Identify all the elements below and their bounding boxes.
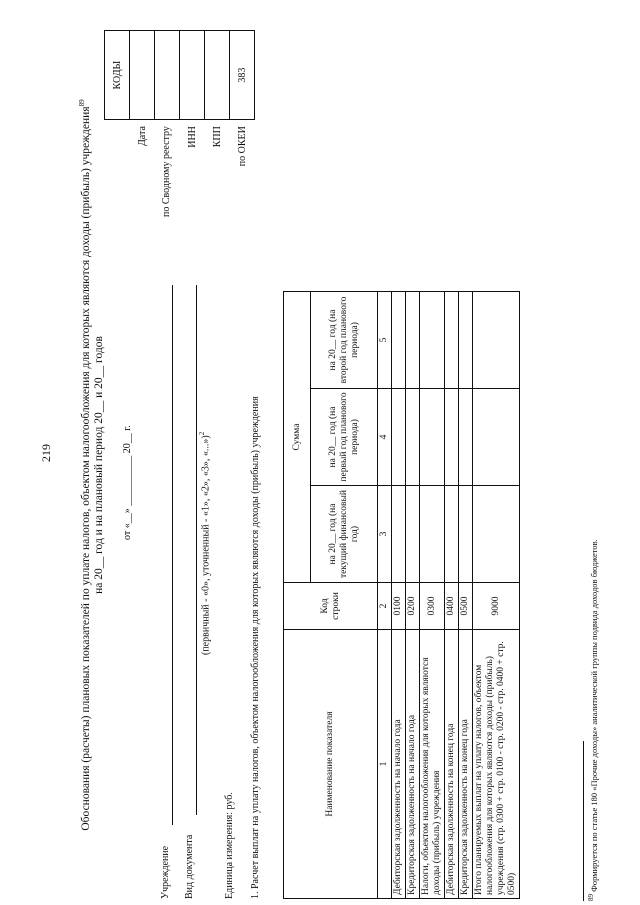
doc-type-label: Вид документа [184, 834, 195, 899]
row-name: Кредиторская задолженность на начало года [406, 630, 420, 899]
document-title [76, 25, 106, 905]
row-name: Дебиторская задолженность на конец года [445, 630, 459, 899]
code-label-registry: по Сводному реестру [161, 126, 172, 217]
cell-year1[interactable] [445, 486, 459, 583]
row-name: Дебиторская задолженность на начало года [392, 630, 406, 899]
row-code: 0500 [459, 583, 473, 630]
row-code: 9000 [473, 583, 520, 630]
cell-year3[interactable] [392, 292, 406, 389]
table-row [445, 292, 459, 899]
cell-year2[interactable] [406, 389, 420, 486]
cell-year2[interactable] [445, 389, 459, 486]
cell-year3[interactable] [473, 292, 520, 389]
institution-field[interactable] [172, 285, 173, 825]
code-value-inn[interactable] [180, 31, 205, 120]
title-line-2: на 20__ год и на плановый период 20__ и 20__ годов [92, 336, 105, 594]
col-header-year2: на 20__ год (на первый год планового периода) [311, 389, 378, 486]
row-code: 0100 [392, 583, 406, 630]
codes-header: КОДЫ [105, 31, 130, 120]
row-code: 0400 [445, 583, 459, 630]
table-row [473, 292, 520, 899]
code-label-date: Дата [136, 126, 148, 147]
page-number: 219 [39, 444, 53, 462]
row-name: Итого планируемых выплат на уплату налогов, объектом налогообложения для которых являются доходы (прибыль) учреждения (стр. 0300 + стр. 0100 - стр. 0200 - стр. 0400 + стр. 0500) [473, 630, 520, 899]
code-value-registry[interactable] [155, 31, 180, 120]
col-header-sum: Сумма [284, 292, 311, 583]
cell-year2[interactable] [459, 389, 473, 486]
cell-year3[interactable] [445, 292, 459, 389]
col-number: 2 [378, 583, 392, 630]
cell-year3[interactable] [459, 292, 473, 389]
cell-year1[interactable] [406, 486, 420, 583]
code-value-kpp[interactable] [205, 31, 230, 120]
table-row [459, 292, 473, 899]
cell-year2[interactable] [420, 389, 445, 486]
table-row [392, 292, 406, 899]
col-header-year3: на 20__ год (на второй год планового периода) [311, 292, 378, 389]
code-label-inn: ИНН [186, 126, 198, 148]
title-line-1: Обоснования (расчеты) плановых показателей по уплате налогов, объектом налогообложения для которых являются доходы (прибыль) учреждения [79, 106, 92, 831]
code-value-okei[interactable]: 383 [230, 31, 255, 120]
code-label-okei: по ОКЕИ [236, 126, 248, 167]
doc-type-field[interactable] [196, 285, 197, 815]
cell-year3[interactable] [420, 292, 445, 389]
code-label-kpp: КПП [211, 126, 223, 148]
col-number: 1 [378, 630, 392, 899]
row-code: 0200 [406, 583, 420, 630]
row-name: Кредиторская задолженность на конец года [459, 630, 473, 899]
cell-year1[interactable] [459, 486, 473, 583]
tax-calc-table [283, 291, 520, 899]
col-header-year1: на 20__ год (на текущий финансовый год) [311, 486, 378, 583]
unit-label: Единица измерения: руб. [224, 792, 235, 899]
col-header-name: Наименование показателя [284, 630, 378, 899]
cell-year3[interactable] [406, 292, 420, 389]
cell-year1[interactable] [392, 486, 406, 583]
date-line: от «__» __________ 20__ г. [122, 425, 133, 540]
codes-table [104, 30, 255, 221]
cell-year2[interactable] [473, 389, 520, 486]
footnote-divider [583, 741, 584, 901]
cell-year2[interactable] [392, 389, 406, 486]
col-number: 5 [378, 292, 392, 389]
cell-year1[interactable] [473, 486, 520, 583]
col-header-code: Код строки [284, 583, 378, 630]
institution-label: Учреждение [160, 845, 171, 899]
row-code: 0300 [420, 583, 445, 630]
section-title: 1. Расчет выплат на уплату налогов, объектом налогообложения для которых являются доходы (прибыль) учреждения [250, 396, 261, 899]
title-footnote-mark: 89 [78, 99, 86, 107]
col-number: 3 [378, 486, 392, 583]
table-row [420, 292, 445, 899]
row-name: Налоги, объектом налогообложения для которых являются доходы (прибыль) учреждения [420, 630, 445, 899]
code-value-date[interactable] [130, 31, 155, 120]
cell-year1[interactable] [420, 486, 445, 583]
col-number: 4 [378, 389, 392, 486]
footnote: $^{89}$ Формируется по статье 180 «Прочие доходы» аналитической группы подвида доходов бюджетов. [587, 539, 599, 901]
doc-type-hint: (первичный - «0», уточненный - «1», «2», «3», «...»)$^2$ [198, 431, 212, 655]
table-row [406, 292, 420, 899]
